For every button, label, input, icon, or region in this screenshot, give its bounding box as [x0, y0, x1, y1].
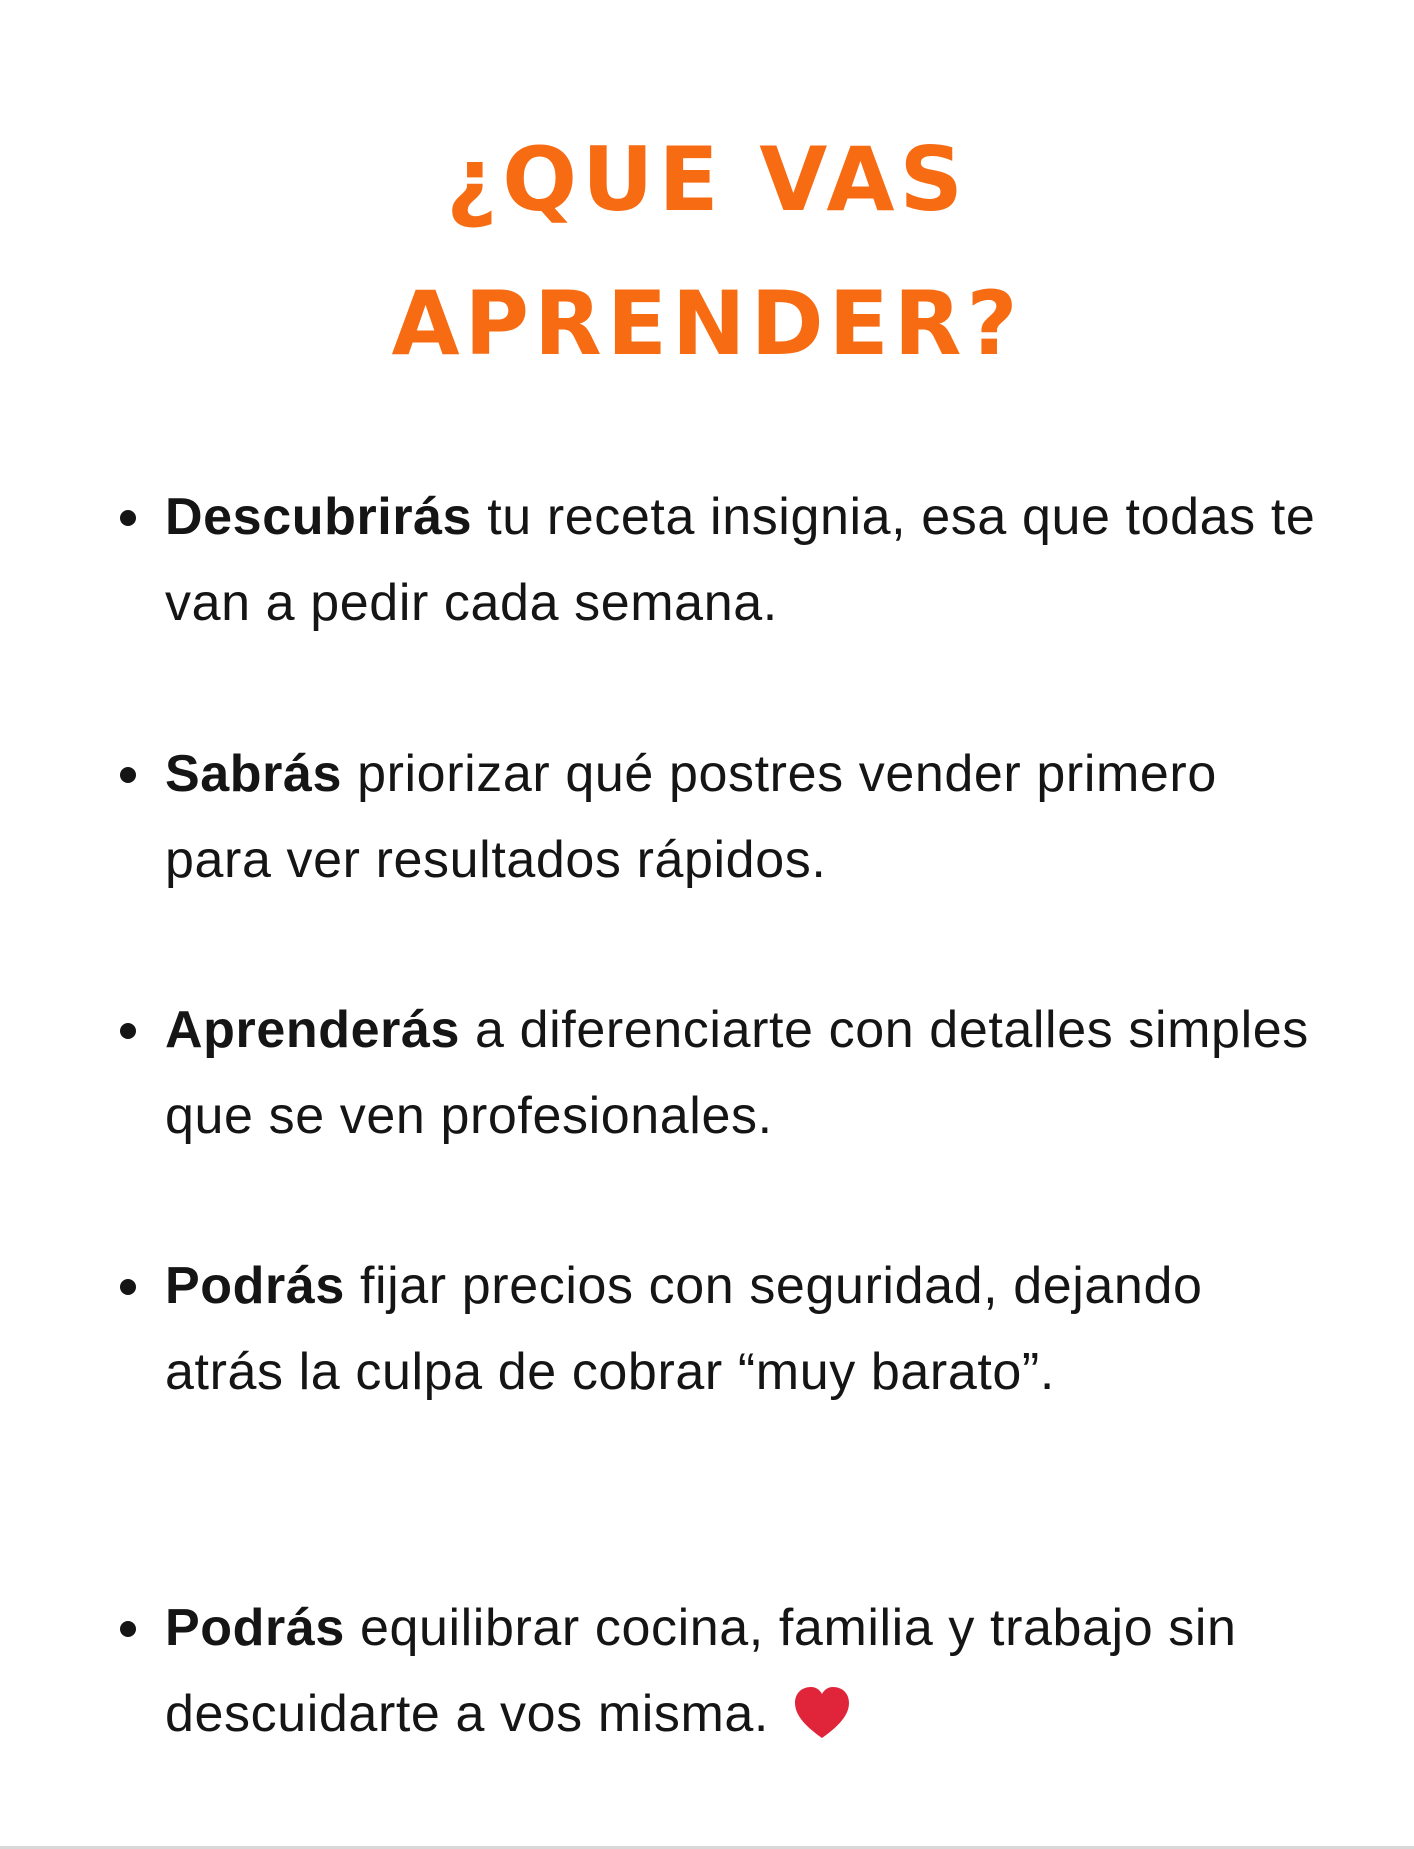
list-item-bold: Descubrirás [165, 488, 473, 546]
list-item-bold: Podrás [165, 1599, 345, 1657]
list-item [165, 1585, 1325, 1757]
list-item-bold: Aprenderás [165, 1001, 460, 1059]
list-item-text: a diferenciarte con detalles simples que se ven profesionales. [165, 1001, 1309, 1145]
list-item-text: equilibrar cocina, familia y trabajo sin descuidarte a vos misma. [165, 1599, 1237, 1743]
heart-icon [790, 1685, 854, 1741]
list-item [165, 987, 1325, 1159]
bullet-icon [120, 1621, 136, 1637]
bullet-icon [120, 1023, 136, 1039]
list-item-text: priorizar qué postres vender primero para ver resultados rápidos. [165, 745, 1217, 889]
list-item-bold: Sabrás [165, 745, 343, 803]
list-item [165, 1243, 1325, 1415]
bullet-icon [120, 510, 136, 526]
bullet-icon [120, 767, 136, 783]
list-item [165, 474, 1325, 646]
title-line-2: APRENDER? [391, 272, 1023, 375]
bullet-icon [120, 1279, 136, 1295]
list-item-text: fijar precios con seguridad, dejando atrás la culpa de cobrar “muy barato”. [165, 1257, 1203, 1401]
list-item [165, 731, 1325, 903]
heart-shape [795, 1687, 849, 1738]
title-line-1: ¿QUE VAS [446, 128, 968, 231]
list-item-text: tu receta insignia, esa que todas te van a pedir cada semana. [165, 488, 1316, 632]
list-item-bold: Podrás [165, 1257, 345, 1315]
